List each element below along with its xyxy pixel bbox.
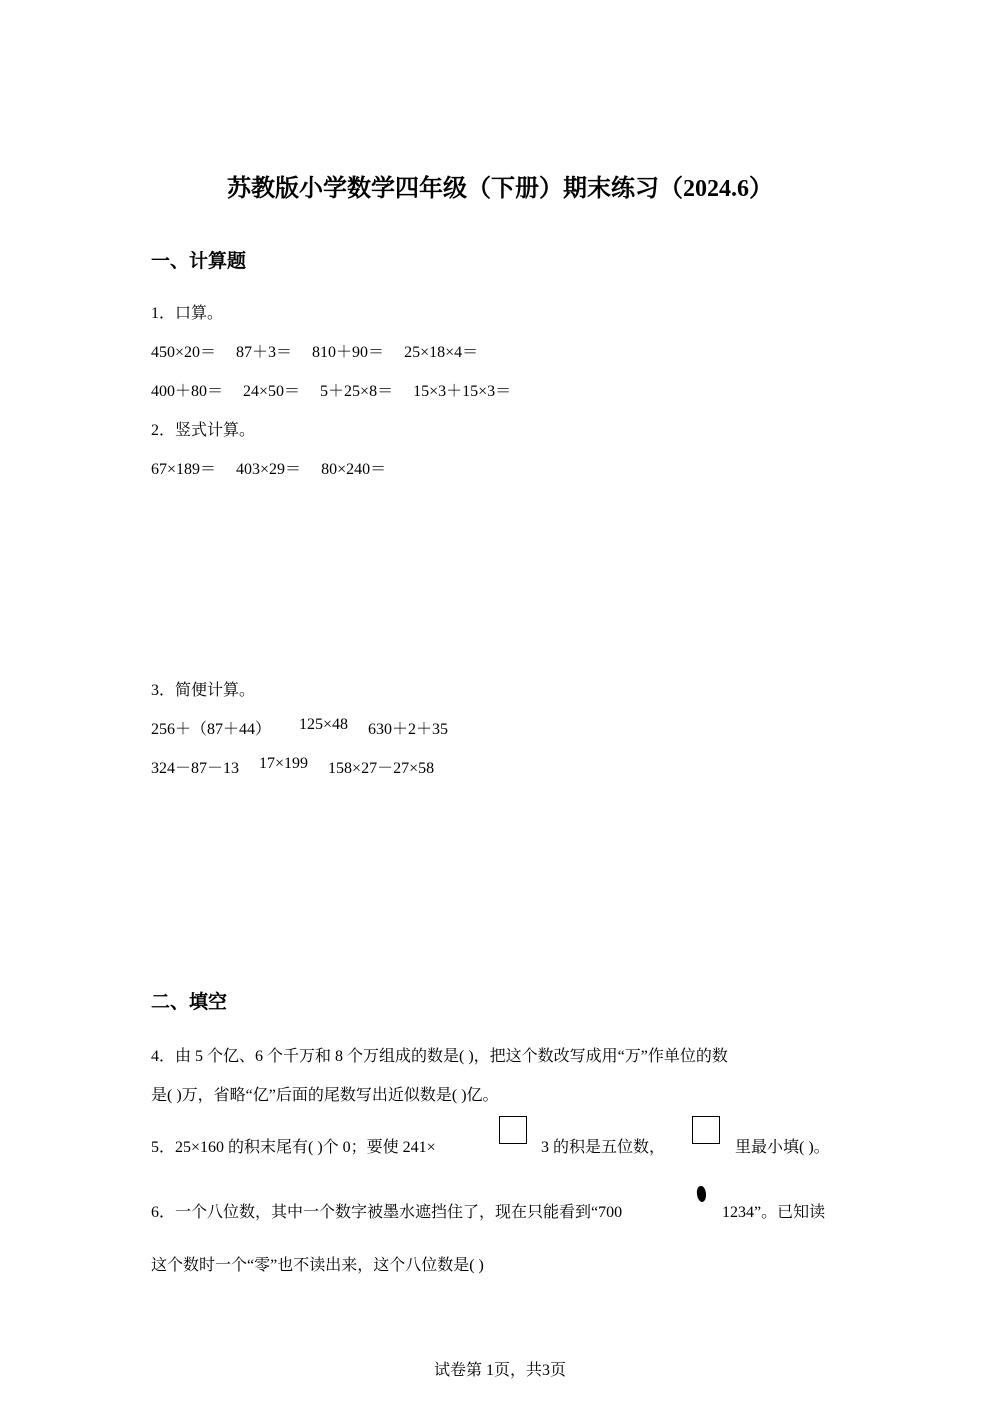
- expression: 450×20＝: [151, 344, 217, 361]
- question-4-line-2: 是( )万，省略“亿”后面的尾数写出近似数是( )亿。: [151, 1087, 499, 1104]
- question-3-label: 3．简便计算。: [151, 682, 256, 699]
- ink-blot-icon: [696, 1185, 707, 1202]
- question-6-line-2: 这个数时一个“零”也不读出来，这个八位数是( ): [151, 1257, 484, 1274]
- expression: 25×18×4＝: [404, 344, 479, 361]
- expression: 67×189＝: [151, 461, 217, 478]
- expression: 256＋（87＋44）: [151, 721, 272, 738]
- expression: 15×3＋15×3＝: [413, 383, 512, 400]
- question-3-row-2: [151, 755, 434, 778]
- expression: 24×50＝: [243, 383, 301, 400]
- question-3-row-1: [151, 716, 448, 739]
- expression: 5＋25×8＝: [320, 383, 394, 400]
- expression: 158×27－27×58: [328, 760, 435, 777]
- expression: 87＋3＝: [236, 344, 293, 361]
- question-5-text-1: 5．25×160 的积末尾有( )个 0；要使 241×: [151, 1139, 436, 1156]
- question-2-label: 2．竖式计算。: [151, 422, 256, 439]
- expression: 403×29＝: [236, 461, 302, 478]
- question-2-row-1: [151, 456, 386, 479]
- expression: 810＋90＝: [312, 344, 385, 361]
- question-6-text-2: 1234”。已知读: [722, 1204, 826, 1221]
- blank-box: [692, 1116, 720, 1144]
- page-title: 苏教版小学数学四年级（下册）期末练习（2024.6）: [227, 176, 773, 202]
- question-1-row-2: [151, 378, 511, 401]
- expression: 324－87－13: [151, 760, 240, 777]
- expression: 80×240＝: [321, 461, 387, 478]
- page-footer: 试卷第 1页，共3页: [433, 1362, 566, 1379]
- question-6-text-1: 6．一个八位数，其中一个数字被墨水遮挡住了，现在只能看到“700: [151, 1204, 623, 1221]
- question-1-label: 1．口算。: [151, 305, 224, 322]
- expression: 17×199: [259, 755, 309, 772]
- question-5-text-2: 3 的积是五位数，: [541, 1139, 666, 1156]
- question-4-line-1: 4．由 5 个亿、6 个千万和 8 个万组成的数是( )，把这个数改写成用“万”作单位的数: [151, 1048, 728, 1065]
- section-heading-calculation: 一、计算题: [151, 251, 247, 272]
- section-heading-fill-blank: 二、填空: [151, 992, 228, 1013]
- question-5-text-3: 里最小填( )。: [735, 1139, 830, 1156]
- blank-box: [499, 1116, 527, 1144]
- expression: 630＋2＋35: [368, 721, 449, 738]
- expression: 400＋80＝: [151, 383, 224, 400]
- expression: 125×48: [299, 716, 349, 733]
- question-1-row-1: [151, 339, 478, 362]
